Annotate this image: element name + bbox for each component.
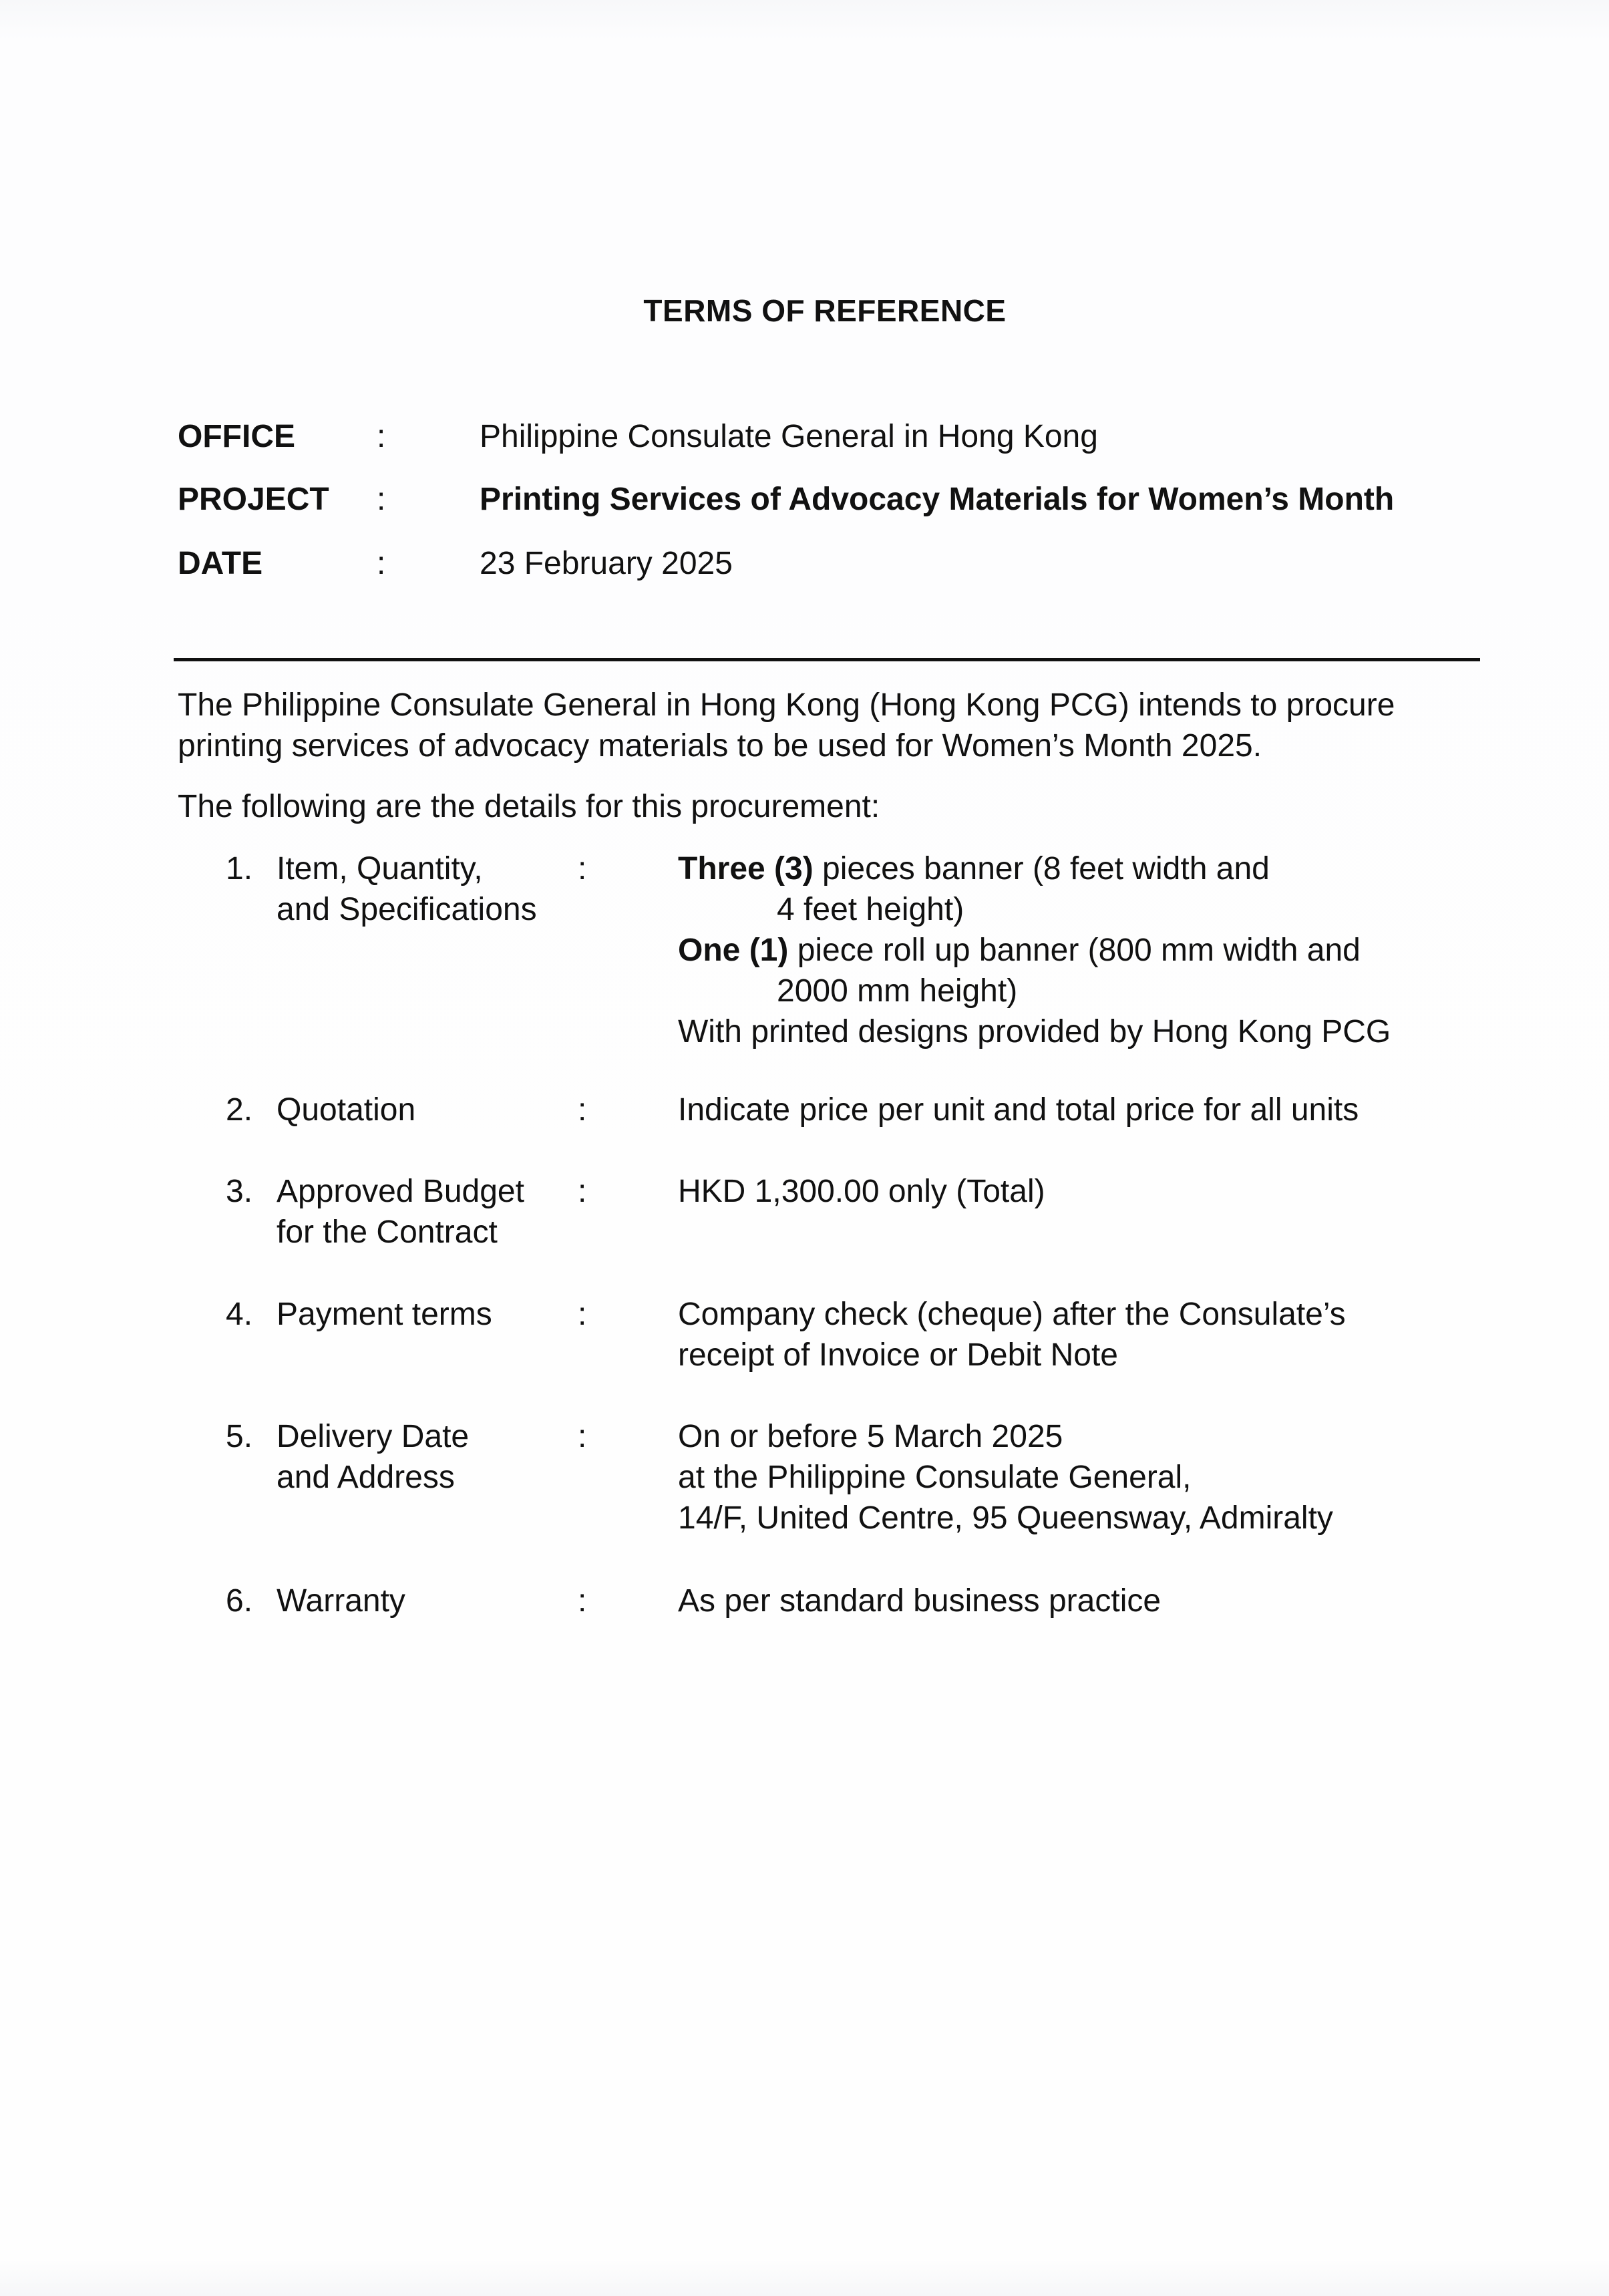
item-number: 6. [226, 1583, 253, 1619]
item-number: 2. [226, 1092, 253, 1128]
item-label: Item, Quantity, and Specifications [277, 851, 537, 927]
date-value: 23 February 2025 [480, 546, 733, 581]
item-colon: : [578, 1583, 587, 1619]
project-colon: : [377, 482, 386, 517]
item-colon: : [578, 1174, 587, 1209]
item-number: 3. [226, 1174, 253, 1209]
item-value: Company check (cheque) after the Consulate’s receipt of Invoice or Debit Note [678, 1297, 1346, 1373]
item-value: Three (3) pieces banner (8 feet width and 4 feet height) One (1) piece roll up banner (800 mm width and 2000 mm height) With printed designs provided by Hong Kong PCG [678, 851, 1391, 1049]
office-label: OFFICE [178, 419, 295, 454]
project-value: Printing Services of Advocacy Materials for Women’s Month [480, 482, 1395, 517]
item-colon: : [578, 1419, 587, 1454]
item-colon: : [578, 1297, 587, 1332]
date-colon: : [377, 546, 386, 581]
date-label: DATE [178, 546, 263, 581]
item-value: HKD 1,300.00 only (Total) [678, 1174, 1045, 1209]
header-divider [174, 658, 1480, 661]
item-label: Delivery Date and Address [277, 1419, 470, 1495]
project-label: PROJECT [178, 482, 329, 517]
item-value: Indicate price per unit and total price for all units [678, 1092, 1359, 1128]
item-label: Payment terms [277, 1297, 492, 1332]
details-intro: The following are the details for this procurement: [178, 789, 880, 824]
intro-paragraph [178, 685, 1487, 766]
office-value: Philippine Consulate General in Hong Kong [480, 419, 1098, 454]
document-title: TERMS OF REFERENCE [643, 293, 1007, 328]
item-number: 5. [226, 1419, 253, 1454]
item-colon: : [578, 1092, 587, 1128]
item-value: On or before 5 March 2025 at the Philippine Consulate General, 14/F, United Centre, 95 Queensway, Admiralty [678, 1419, 1333, 1536]
item-colon: : [578, 851, 587, 886]
item-label: Quotation [277, 1092, 416, 1128]
item-number: 1. [226, 851, 253, 886]
office-colon: : [377, 419, 386, 454]
item-label: Approved Budget for the Contract [277, 1174, 524, 1250]
item-value: As per standard business practice [678, 1583, 1161, 1619]
intro-line: printing services of advocacy materials to be used for Women’s Month 2025. [178, 728, 1262, 764]
item-label: Warranty [277, 1583, 405, 1619]
item-number: 4. [226, 1297, 253, 1332]
intro-line: The Philippine Consulate General in Hong Kong (Hong Kong PCG) intends to procure [178, 687, 1395, 723]
